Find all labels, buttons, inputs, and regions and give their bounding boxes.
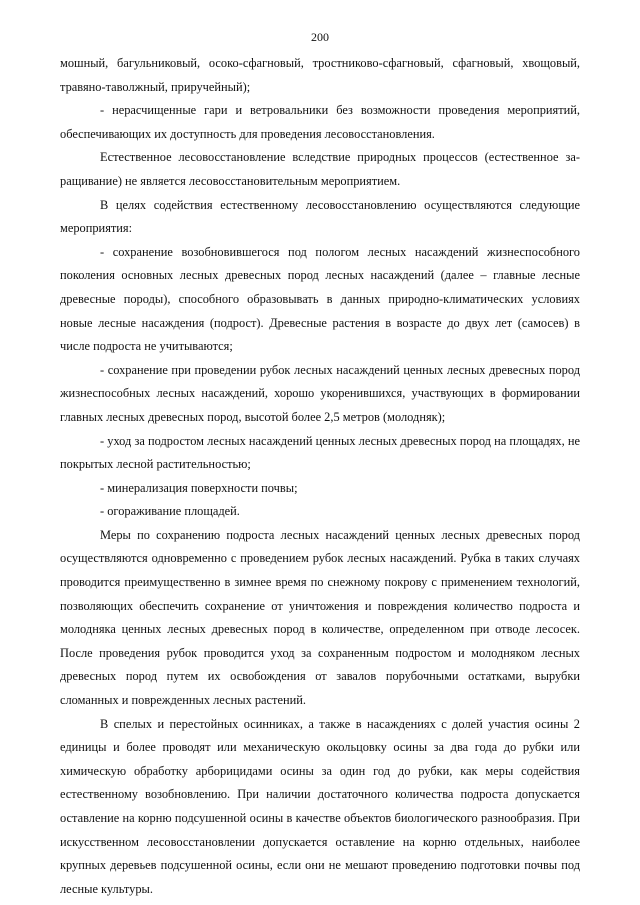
list-item-undergrowth-preservation: - сохранение возобновившегося под пологом лесных насаждений жизнеспособного поколения основных лесных древесных пород лесных насаждений (далее – главные лесные древесные породы), способного образовывать в данных природно-климатических условиях новые лесные насаждения (подрост). Древесные растения в возрасте до двух лет (самосев) в числе подроста не учитываются;	[60, 244, 580, 354]
document-body	[60, 52, 580, 901]
paragraph-natural-regeneration: Естественное лесовосстановление вследствие природных процессов (естественное заращивание) не является лесовосстановительным мероприятием.	[60, 150, 580, 188]
page-number: 200	[311, 30, 329, 44]
paragraph-continuation: мошный, багульниковый, осоко-сфагновый, тростниково-сфагновый, сфагновый, хвощовый, травяно-таволжный, приручейный);	[60, 56, 580, 94]
paragraph-measures-intro: В целях содействия естественному лесовосстановлению осуществляются следующие мероприятия:	[60, 197, 580, 236]
list-item-young-growth-preservation: - сохранение при проведении рубок лесных насаждений ценных лесных древесных пород жизнеспособных лесных насаждений, хорошо укоренившихся, участвующих в формировании главных лесных древесных пород, высотой более 2,5 метров (молодняк);	[60, 362, 580, 424]
list-item-fencing: - огораживание площадей.	[100, 504, 240, 519]
paragraph-aspen-stands: В спелых и перестойных осинниках, а также в насаждениях с долей участия осины 2 единицы и более проводят или механическую окольцовку осины за два года до рубки или химическую обработку арборицидами осины за один год до рубки, как меры содействия естественному возобновлению. При наличии достаточного количества подроста допускается оставление на корню подсушенной осины в качестве объектов биологического разнообразия. При искусственном лесовосстановлении допускается оставление на корню отдельных, наиболее крупных деревьев подсушенной осины, если они не мешают проведению подготовки почвы под лесные культуры.	[60, 716, 580, 896]
list-item-undergrowth-care: - уход за подростом лесных насаждений ценных лесных древесных пород на площадях, не покрытых лесной растительностью;	[60, 433, 580, 472]
paragraph-undergrowth-measures: Меры по сохранению подроста лесных насаждений ценных лесных древесных пород осуществляются одновременно с проведением рубок лесных насаждений. Рубка в таких случаях проводится преимущественно в зимнее время по снежному покрову с применением технологий, позволяющих обеспечить сохранение от уничтожения и повреждения количество подроста и молодняка ценных лесных древесных пород в количестве, определенном при отводе лесосек. После проведения рубок проводится уход за сохраненным подростом и молодняком лесных древесных пород путем их освобождения от завалов порубочными остатками, вырубки сломанных и поврежденных лесных растений.	[60, 527, 580, 708]
list-item-unclear-burns: - нерасчищенные гари и ветровальники без возможности проведения мероприятий, обеспечивающих их доступность для проведения лесовосстановления.	[60, 103, 580, 141]
list-item-soil-mineralization: - минерализация поверхности почвы;	[100, 480, 298, 495]
